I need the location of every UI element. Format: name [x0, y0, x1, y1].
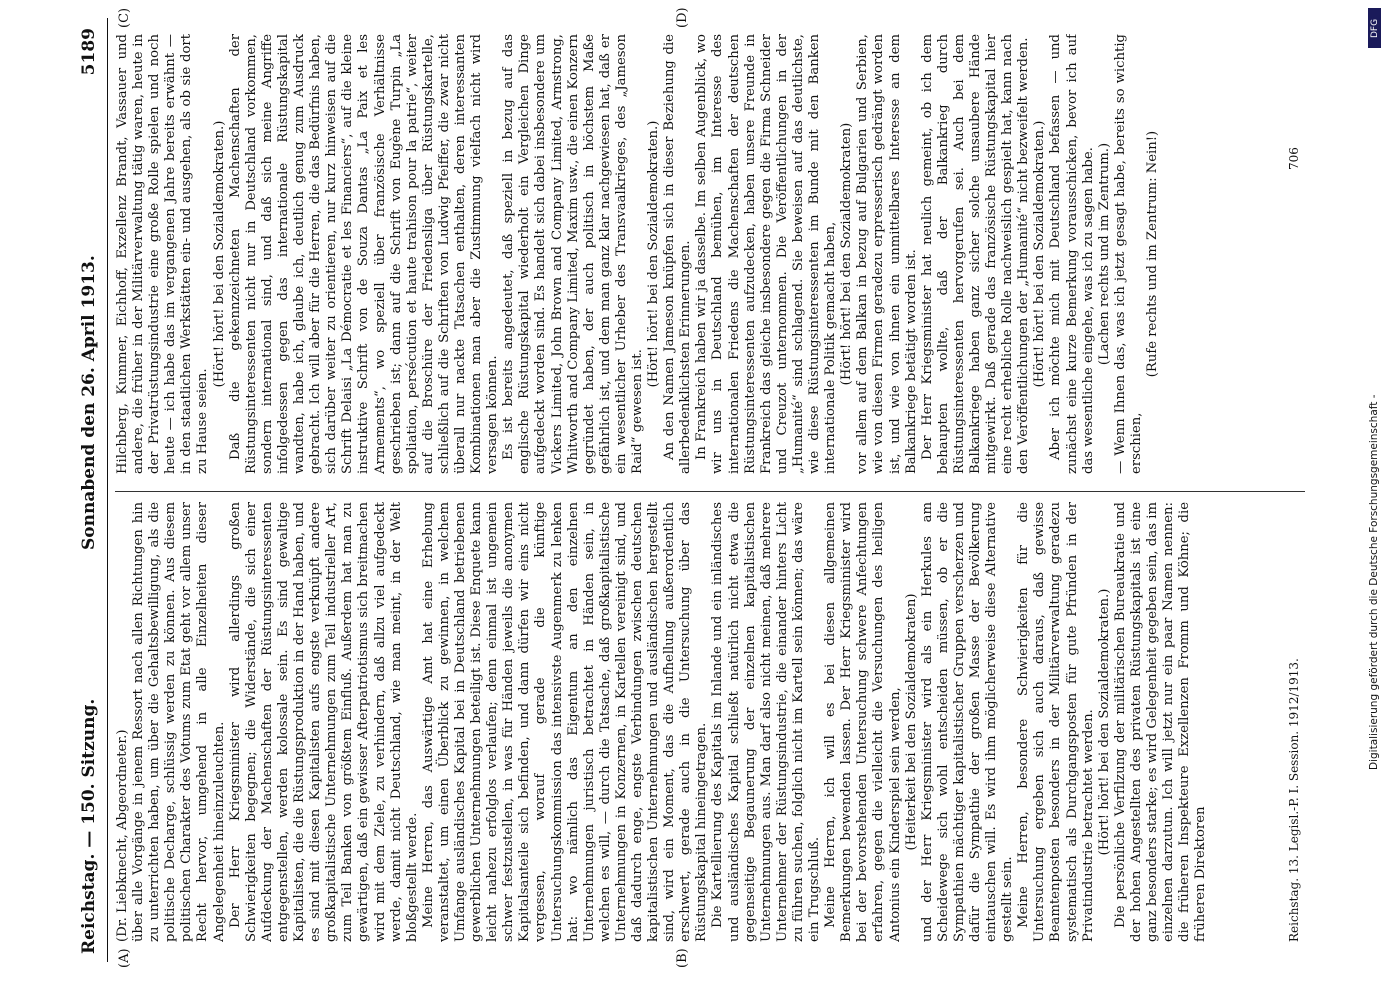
paragraph: Der Herr Kriegsminister hat neulich gemeint, ob ich dem behaupten wollte, daß der Balkankrieg durch Rüstungsinteressenten hervorgerufen sei. Auch bei dem Balkankriege haben ganz sicher solche unsaubere Hände mitgewirkt. Daß gerade das französische Rüstungskapital hier eine recht erhebliche Rolle nachweislich gespielt hat, kann nach den Veröffentlichungen der „Humanité“ nicht bezweifelt werden. — [919, 34, 1032, 474]
page-header — [75, 10, 109, 970]
interjection: (Hört! hört! bei den Sozialdemokraten) — [839, 122, 855, 386]
interjection: (Hört! hört! bei den Sozialdemokraten.) — [1032, 120, 1048, 388]
paragraph: vor allem auf dem Balkan in bezug auf Bulgarien und Serbien, wie von diesen Firmen geradezu erpresserisch gedrängt worden ist, und wie von ihnen ein unmittelbares Interesse an dem Balkankriege betätigt worden ist. — [855, 34, 919, 474]
interjection: (Lachen rechts und im Zentrum.) — [1096, 142, 1112, 366]
paragraph: Die Kartellierung des Kapitals im Inlande und ein inländisches und ausländisches Kapital schließt natürlich nicht etwa die gegenseitige Begaunerung der einzelnen kapitalistischen Unternehmungen aus. Man darf also nicht meinen, daß mehrere Unternehmer der Rüstungsindustrie, die einander hinters Licht zu führen suchen, folglich nicht im Kartell sein können; das wäre ein Trugschluß. — [710, 502, 823, 942]
interjection: (Heiterkeit bei den Sozialdemokraten) — [903, 593, 919, 851]
paragraph: — Wenn Ihnen das, was ich jetzt gesagt habe, bereits so wichtig erschien, — [1112, 34, 1144, 474]
rotated-document — [75, 7, 1337, 970]
page-number: 5189 — [79, 28, 99, 76]
right-column — [115, 34, 1315, 474]
header-date: Sonnabend den 26. April 1913. — [79, 255, 99, 550]
footer-session: Reichstag. 13. Legisl.-P. I. Session. 1912/1913. — [1287, 658, 1301, 942]
paragraph: Daß die gekennzeichneten Machenschaften der Rüstungsinteressenten nicht nur in Deutschland vorkommen, sondern international sind, und daß sich meine Angriffe infolgedessen gegen das internationale Rüstungskapital wandten, habe ich, glaube ich, deutlich genug zum Ausdruck gebracht. Ich will aber für die Herren, die das Bedürfnis haben, sich darüber weiter zu orientieren, nur kurz hinweisen auf die Schrift Delaisi „La Démocratie et les Financiers“, auf die kleine instruktive Schrift von de Souza Dantas „La Paix et les Armements“, wo speziell über französische Verhältnisse geschrieben ist; dann auf die Schrift von Eugène Turpin „La spoliation, persécution et haute trahison pour la patrie“, weiter auf die Broschüre der Friedensliga über Rüstungskartelle, schließlich auf die Schriften von Ludwig Pfeiffer, die zwar nicht überall nur nackte Tatsachen enthalten, deren interessanten Kombinationen man aber die Zustimmung vielfach nicht wird versagen können. — [227, 34, 501, 474]
margin-marker-a: (A) — [117, 948, 132, 968]
header-left: Reichstag. — 150. Sitzung. — [79, 698, 99, 954]
paragraph: Die persönliche Verfilzung der militärischen Bureaukratie und der hohen Angestellten des privaten Rüstungskapitals ist eine ganz besonders starke; es wird Gelegenheit gegeben sein, das im einzelnen darzutun. Ich will jetzt nur ein paar Namen nennen: die früheren Inspekteure Exzellenzen Fromm und Köhne; die früheren Direktoren — [1112, 502, 1209, 942]
paragraph: Meine Herren, das Auswärtige Amt hat eine Erhebung veranstaltet, um einen Überblick zu gewinnen, in welchem Umfange ausländisches Kapital bei in Deutschland betriebenen gewerblichen Unternehmungen beteiligt ist. Diese Enquete kann leicht nahezu erfolglos verlaufen; denn einmal ist ungemein schwer festzustellen, in was für Händen jeweils die anonymen Kapitalsanteile sich befinden, und dann dürfen wir eins nicht vergessen, worauf gerade die künftige Untersuchungskommission das intensivste Augenmerk zu lenken hat: wo nämlich das Eigentum an den einzelnen Unternehmungen juristisch betrachtet in Händen sein, in welchen es will, — durch die Tatsache, daß großkapitalistische Unternehmungen in Konzernen, in Kartellen vereinigt sind, und daß dadurch enge, engste Verbindungen zwischen deutschen kapitalistischen Unternehmungen und ausländischen hergestellt sind, wird ein Moment, das die Aufhellung außerordentlich erschwert, gerade auch in die Untersuchung über das Rüstungskapital hineingetragen. — [420, 502, 710, 942]
margin-marker-b: (B) — [675, 948, 690, 968]
dfg-logo-text: DFG — [1370, 18, 1380, 38]
paragraph: Der Herr Kriegsminister wird allerdings großen Schwierigkeiten begegnen; die Widerstände, die sich einer Aufdeckung der Machenschaften der Rüstungsinteressenten entgegenstellen, werden kolossale sein. Es sind gewaltige Kapitalisten, die die Rüstungsproduktion in der Hand haben, und es sind mit diesen Kapitalisten aufs engste verknüpft andere großkapitalistische Unternehmungen zum Teil industrieller Art, zum Teil Banken von größtem Einfluß. Außerdem hat man zu gewärtigen, daß ein gewisser Afterpatriotismus sich breitmachen wird mit dem Ziele, zu verhindern, daß allzu viel aufgedeckt werde, damit nicht Deutschland, wie man meint, in der Welt bloßgestellt werde. — [227, 502, 420, 942]
interjection: (Hört! hört! bei den Sozialdemokraten.) — [211, 120, 227, 388]
header-rule — [107, 18, 108, 962]
paragraph: In Frankreich haben wir ja dasselbe. Im selben Augenblick, wo wir uns in Deutschland bemühen, im Interesse des internationalen Friedens die Machenschaften der deutschen Rüstungsinteressenten aufzudecken, haben unsere Freunde in Frankreich das gleiche insbesondere gegen die Firma Schneider und Creuzot unternommen. Die Veröffentlichungen in der „Humanité“ sind schlagend. Sie beweisen auf das deutlichste, wie diese Rüstungsinteressenten im Bunde mit den Banken internationale Politik gemacht haben, — [694, 34, 839, 474]
left-column — [115, 502, 1315, 942]
paragraph: und der Herr Kriegsminister wird als ein Herkules am Scheidewege sich wohl entscheiden müssen, ob er die Sympathien mächtiger kapitalistischer Gruppen verscherzen und dafür die Sympathie der großen Masse der Bevölkerung eintauschen will. Es wird ihm möglicherweise diese Alternative gestellt sein. — [919, 502, 1016, 942]
paragraph: Meine Herren, besondere Schwierigkeiten für die Untersuchung ergeben sich auch daraus, daß gewisse Beamtenposten besonders in der Militärverwaltung geradezu systematisch als Durchgangsposten für gute Pfründen in der Privatindustrie betrachtet werden. — [1016, 502, 1096, 942]
footer-sheet-number: 706 — [1287, 147, 1301, 170]
paragraph: Aber ich möchte mich mit Deutschland befassen — und zunächst eine kurze Bemerkung vorausschicken, bevor ich auf das wesentliche eingehe, was ich zu sagen habe. — [1048, 34, 1096, 474]
margin-marker-c: (C) — [117, 7, 132, 28]
column-divider — [115, 491, 1305, 492]
paragraph: An den Namen Jameson knüpfen sich in dieser Beziehung die allerbedenklichsten Erinnerungen. — [662, 34, 694, 474]
speaker-line: (Dr. Liebknecht, Abgeordneter.) — [115, 729, 130, 942]
paragraph: Es ist bereits angedeutet, daß speziell in bezug auf das englische Rüstungskapital wiederholt ein Vergleichen Dinge aufgedeckt worden sind. Es handelt sich dabei insbesondere um Vickers Limited, John Brown and Company Limited, Armstrong, Whitworth and Company Limited, Maxim usw., die einen Konzern gegründet haben, der auch politisch in höchstem Maße gefährlich ist, und dem man ganz klar nachgewiesen hat, daß er ein wesentlicher Urheber des Transvaalkrieges, des „Jameson Raid“ gewesen ist. — [501, 34, 645, 474]
paragraph: Meine Herren, ich will es bei diesen allgemeinen Bemerkungen bewenden lassen. Der Herr Kriegsminister wird bei der bevorstehenden Untersuchung schwere Anfechtungen erfahren, gegen die vielleicht die Versuchungen des heiligen Antonius ein Kinderspiel sein werden, — [823, 502, 903, 942]
interjection: (Hört! hört! bei den Sozialdemokraten.) — [646, 120, 662, 388]
paragraph: über alle Vorgänge in jenem Ressort nach allen Richtungen hin zu unterrichten haben, um über die Gehaltsbewilligung, als die politische Decharge, schlüssig werden zu können. Aus diesem politischen Charakter des Votums zum Etat geht vor allem unser Recht hervor, umgehend in alle Einzelheiten dieser Angelegenheit hineinzuleuchten. — [131, 502, 227, 942]
interjection: (Hört! hört! bei den Sozialdemokraten.) — [1096, 588, 1112, 856]
paragraph: Hilchberg, Kummer, Eichhoff, Exzellenz Brandt, Vassauer und andere, die früher in der Militärverwaltung tätig waren, heute in der Privatrüstungsindustrie eine große Rolle spielen und noch heute — ich habe das im vergangenen Jahre bereits erwähnt — in den staatlichen Werkstätten ein- und ausgehen, als ob sie dort zu Hause seien. — [115, 34, 211, 474]
digitization-credit: Digitalisierung gefördert durch die Deutsche Forschungsgemeinschaft - — [1368, 394, 1380, 770]
margin-marker-d: (D) — [675, 7, 690, 28]
interjection: (Rufe rechts und im Zentrum: Nein!) — [1145, 130, 1160, 378]
